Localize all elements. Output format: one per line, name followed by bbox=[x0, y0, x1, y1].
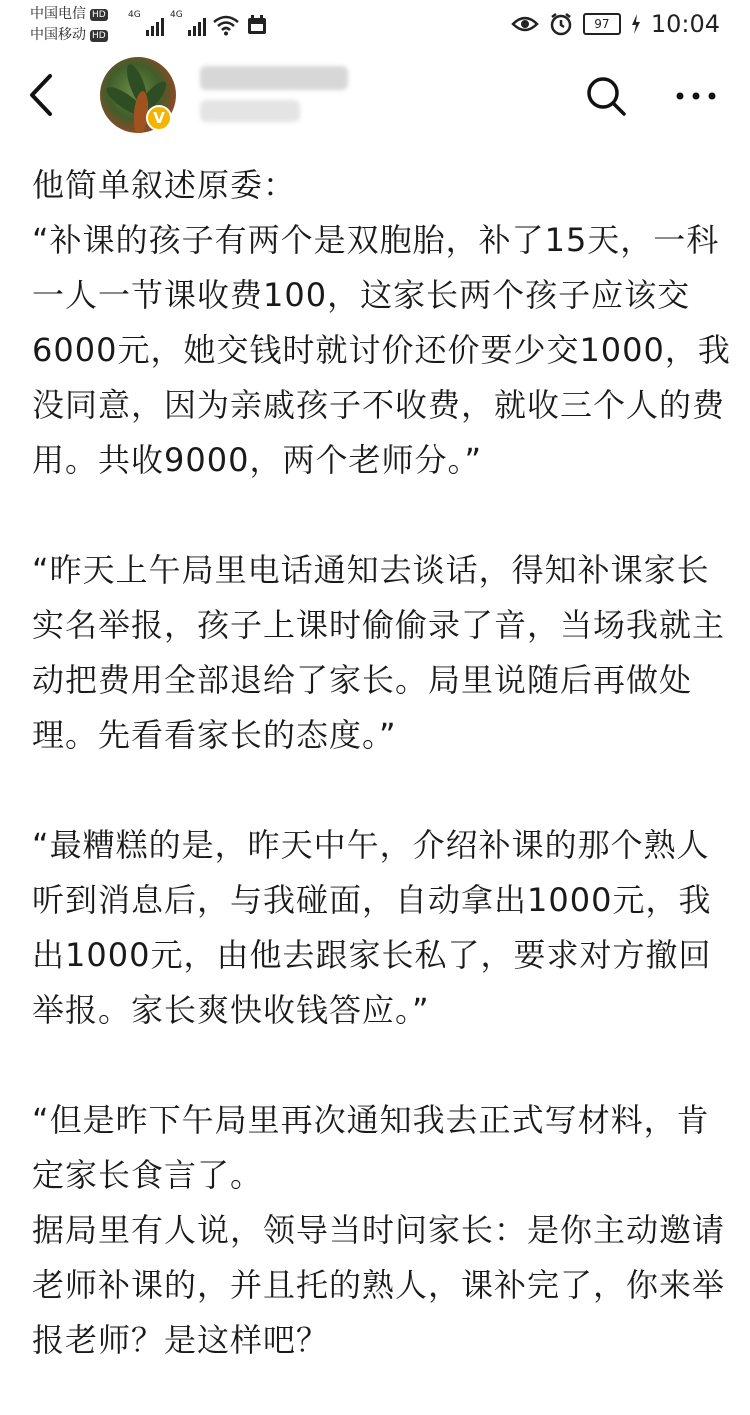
clock-time: 10:04 bbox=[650, 10, 720, 38]
article-paragraph: 据局里有人说，领导当时问家长：是你主动邀请老师补课的，并且托的熟人，课补完了，你来举报老师？是这样吧？ bbox=[32, 1211, 726, 1359]
article-paragraph: “但是昨下午局里再次通知我去正式写材料，肯定家长食言了。 bbox=[32, 1101, 710, 1194]
article-paragraph: “最糟糕的是，昨天中午，介绍补课的那个熟人听到消息后，与我碰面，自动拿出1000元，我出1000元，由他去跟家长私了，要求对方撤回举报。家长爽快收钱答应。” bbox=[32, 826, 712, 1029]
article-paragraph: “昨天上午局里电话通知去谈话，得知补课家长实名举报，孩子上课时偷偷录了音，当场我就主动把费用全部退给了家长。局里说随后再做处理。先看看家长的态度。” bbox=[32, 551, 726, 754]
blurred-subtitle bbox=[200, 100, 300, 122]
carrier-1-label: 中国电信 bbox=[30, 6, 86, 22]
signal-icon bbox=[128, 10, 164, 36]
paragraph-gap bbox=[32, 488, 732, 543]
network-type-label: 4G bbox=[170, 10, 183, 20]
verified-badge: V bbox=[146, 105, 172, 131]
signal-indicators bbox=[128, 10, 268, 36]
paragraph-gap bbox=[32, 763, 732, 818]
calendar-icon bbox=[246, 14, 268, 36]
status-bar bbox=[0, 0, 750, 50]
article-body bbox=[32, 158, 732, 1368]
carrier-2-label: 中国移动 bbox=[30, 27, 86, 43]
battery-level: 97 bbox=[594, 17, 610, 31]
back-icon[interactable] bbox=[22, 72, 62, 118]
carrier-info bbox=[30, 4, 108, 46]
more-icon[interactable] bbox=[674, 74, 718, 118]
eye-icon bbox=[511, 14, 539, 34]
blurred-username[interactable] bbox=[200, 66, 348, 90]
wifi-icon bbox=[212, 14, 240, 36]
alarm-icon bbox=[549, 12, 573, 36]
hd-badge: HD bbox=[92, 30, 106, 41]
battery-icon bbox=[583, 13, 621, 35]
status-right bbox=[511, 10, 720, 38]
paragraph-gap bbox=[32, 1038, 732, 1093]
search-icon[interactable] bbox=[584, 74, 628, 118]
article-paragraph: “补课的孩子有两个是双胞胎，补了15天，一科一人一节课收费100，这家长两个孩子应该交6000元，她交钱时就讨价还价要少交1000，我没同意，因为亲戚孩子不收费，就收三个人的费用。共收9000，两个老师分。” bbox=[32, 221, 731, 479]
nav-bar bbox=[0, 50, 750, 140]
hd-badge: HD bbox=[92, 9, 106, 20]
network-type-label: 4G bbox=[128, 10, 141, 20]
signal-icon bbox=[170, 10, 206, 36]
article-paragraph: 他简单叙述原委： bbox=[32, 166, 297, 204]
charging-icon bbox=[631, 14, 641, 34]
